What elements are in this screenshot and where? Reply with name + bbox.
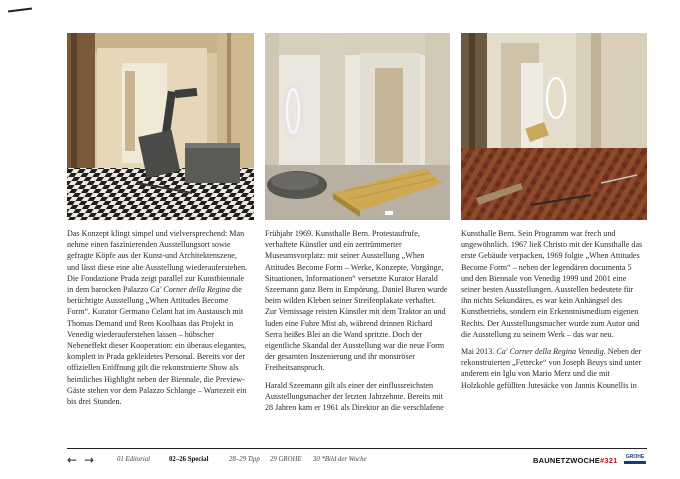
prev-page-arrow-icon[interactable]: ←: [67, 453, 78, 467]
photo-doorway-image: [67, 33, 254, 220]
nav-special-label: Special: [187, 456, 209, 463]
photo-installation-room: [265, 33, 450, 220]
nav-grohe-label: GROHE: [278, 456, 302, 463]
paragraph-kunsthalle: Kunsthalle Bern. Sein Programm war frech und ungewöhnlich. 1967 ließ Christo mit der Kunsthalle das erste Gebäude verpacken, 1969 folgte „When Attitudes Become Form“ – neben der legendären documenta 5 und den Biennale von Venedig 1999 und 2001 eine seiner besten Ausstellungen. Ausstellen bedeutete für ihn nichts Sekundäres, es war kein Anhängsel des Kunstbetriebs, sondern ein Erkenntnismedium eigenen Rechts. Der Ausstellungsmacher wurde zum Autor und die Ausstellung zu seinem Werk – das war neu.: [461, 229, 643, 339]
baunetzwoche-logo[interactable]: [533, 456, 617, 465]
photo-installation-parquet: [461, 33, 647, 220]
photo-parquet-image: [461, 33, 647, 220]
nav-tipp-label: Tipp: [247, 456, 260, 463]
footer-navigation: [67, 452, 647, 472]
grohe-sponsor-logo[interactable]: [624, 454, 646, 464]
footer-divider: [67, 448, 647, 449]
paragraph-bern-1969: Frühjahr 1969. Kunsthalle Bern. Protestaufrufe, verhaftete Künstler und ein zertrümmerter Museumsvorplatz: mit seiner Ausstellung „When Attitudes Become Form – Werke, Konzepte, Vorgänge, Situationen, Informationen“ versetzte Kurator Harald Szeemann ganz Bern in Empörung. Daniel Buren wurde beim wilden Kleben seiner Streifenplakate verhaftet. Zur Vernissage reisten Künstler mit dem Traktor an und luden eine Fuhre Mist ab, während drinnen Richard Serra heißes Blei an die Wand spritzte. Doch der eigentliche Skandal der Ausstellung war die neue Form der gesamten Inszenierung und ihr monströser Freiheitsanspruch.: [265, 229, 448, 373]
nav-bild-label: *Bild der Woche: [321, 456, 367, 463]
brand-woche: WOCHE: [570, 456, 600, 465]
nav-link-bild-der-woche[interactable]: [313, 456, 367, 463]
brand-issue-number: #321: [599, 456, 618, 465]
nav-tipp-number: 28–29: [229, 456, 246, 463]
paragraph-venice-text-a: Mai 2013.: [461, 347, 497, 357]
text-column-1: [67, 228, 251, 413]
nav-grohe-number: 29: [270, 456, 277, 463]
paragraph-intro-text-b: die berüchtigte Ausstellung „When Attitudes Become Form“. Kurator Germano Celant hat im Austausch mit Thomas Demand und Rem Koolhaas das Projekt in Venedig wiederauferstehen lassen – hübscher Nebeneffekt dieser Kooperation: ein überaus elegantes, komplett in Prada gekleidetes Personal. Bereits vor der offiziellen Eröffnung gilt die rekonstruierte Show als heimliches Highlight neben der Biennale, die Preview-Gäste stehen vor dem Palazzo Schlange – Wartezeit ein bis drei Stunden.: [67, 285, 247, 407]
paragraph-venice-2013: [461, 346, 645, 391]
nav-special-number: 02–26: [169, 456, 186, 463]
nav-bild-number: 30: [313, 456, 320, 463]
next-page-arrow-icon[interactable]: →: [84, 453, 95, 467]
nav-link-special[interactable]: [169, 456, 208, 463]
nav-link-editorial[interactable]: [117, 456, 150, 463]
text-column-3: [461, 228, 645, 397]
photo-installation-doorway: [67, 33, 254, 220]
photo-room-image: [265, 33, 450, 220]
nav-link-tipp[interactable]: [229, 456, 260, 463]
paragraph-intro-text-a: Das Konzept klingt simpel und vielversprechend: Man nehme einen faszinierenden Ausstellungsort sowie gefragte Köpfe aus der Kunst-und Architektenszene, und lässt diese eine alte Ausstellung wiederauferstehen. Die Fondazione Prada zeigt parallel zur Kunstbiennale in dem barocken Palazzo: [67, 229, 248, 295]
brand-baunetz: BAUNETZ: [533, 456, 571, 465]
nav-editorial-label: Editorial: [125, 456, 151, 463]
paragraph-venice-emphasis: Ca' Corner della Regina Venedig.: [496, 347, 606, 357]
corner-mark: [8, 8, 32, 13]
text-column-2: [265, 228, 449, 419]
paragraph-intro: [67, 228, 251, 407]
nav-link-grohe[interactable]: [270, 456, 302, 463]
grohe-sponsor-bar: [624, 461, 646, 464]
paragraph-venice-text-b: Neben der rekonstruierten „Fettecke“ von Joseph Beuys sind unter anderem ein Iglu von Mario Merz und die mit Holzkohle gefüllten Jutesäcke von Jannis Kounellis in: [461, 347, 642, 390]
nav-editorial-number: 01: [117, 456, 124, 463]
paragraph-szeemann: Harald Szeemann gilt als einer der einflussreichsten Ausstellungsmacher der letzten Jahrzehnte. Bereits mit 28 Jahren kam er 1961 als Direktor an die verschlafene: [265, 380, 444, 413]
grohe-sponsor-text: GROHE: [625, 454, 645, 460]
paragraph-intro-emphasis: Ca' Corner della Regina: [150, 285, 230, 295]
